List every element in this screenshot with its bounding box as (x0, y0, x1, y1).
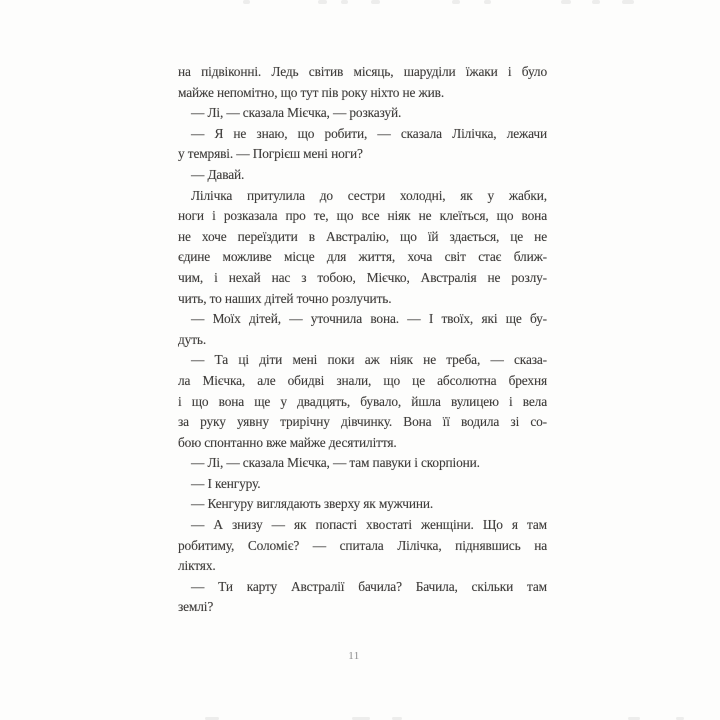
text-line: ла Мієчка, але обидві знали, що це абсолютна брехня (178, 372, 547, 388)
text-line: майже непомітно, що тут пів року ніхто не жив. (178, 84, 445, 100)
text-line: — Я не знаю, що робити, — сказала Лілічка, лежачи (191, 125, 547, 141)
text-line: чить, то наших дітей точно розлучить. (178, 290, 392, 306)
text-line: землі? (178, 599, 214, 615)
text-line: ліктях. (178, 558, 216, 574)
text-line: на підвіконні. Ледь світив місяць, шаруділи їжаки і було (178, 64, 547, 79)
text-line: — А знизу — як попасті хвостаті женщіни. Що я там (191, 517, 547, 533)
text-line: і що вона ще у двадцять, бувало, йшла вулицею і вела (178, 393, 547, 409)
text-line: за руку уявну трирічну дівчинку. Вона її водила зі со- (178, 414, 547, 430)
text-line: Лілічка притулила до сестри холодні, як у жабки, (191, 187, 547, 203)
text-line: — Ти карту Австралії бачила? Бачила, скільки там (191, 578, 547, 594)
page-number: 11 (348, 650, 360, 662)
scan-artifact (592, 0, 600, 4)
text-line: — Лі, — сказала Мієчка, — розказуй. (191, 105, 402, 121)
scan-artifact (452, 0, 460, 4)
text-line: — Моїх дітей, — уточнила вона. — І твоїх, які ще бу- (191, 311, 547, 327)
text-line: дуть. (178, 331, 207, 347)
scan-artifact (484, 0, 491, 4)
text-line: — Та ці діти мені поки аж ніяк не треба, — сказа- (191, 352, 547, 368)
text-line: бою спонтанно вже майже десятиліття. (178, 434, 397, 450)
text-line: у темряві. — Погрієш мені ноги? (178, 146, 363, 162)
scan-artifact (622, 0, 634, 4)
scan-artifact (561, 0, 571, 4)
text-line: — Лі, — сказала Мієчка, — там павуки і скорпіони. (191, 455, 480, 471)
text-line: ноги і розказала про те, що все ніяк не клеїться, що вона (178, 208, 547, 224)
scan-artifact (371, 0, 380, 4)
scan-artifact (243, 0, 250, 4)
page-text (178, 62, 547, 618)
text-line: єдине можливе місце для життя, хоча світ стає ближ- (178, 249, 547, 265)
text-line: — Давай. (191, 166, 245, 182)
scan-artifact (318, 0, 327, 4)
text-line: — І кенгуру. (191, 475, 261, 491)
text-line: не хоче переїздити в Австралію, що їй здається, це не (178, 228, 547, 244)
text-line: робитиму, Соломіє? — спитала Лілічка, піднявшись на (178, 537, 547, 553)
text-line: — Кенгуру виглядають зверху як мужчини. (191, 496, 434, 512)
scan-artifact (341, 0, 348, 4)
text-line: чим, і нехай нас з тобою, Мієчко, Австралія не розлу- (178, 269, 547, 285)
